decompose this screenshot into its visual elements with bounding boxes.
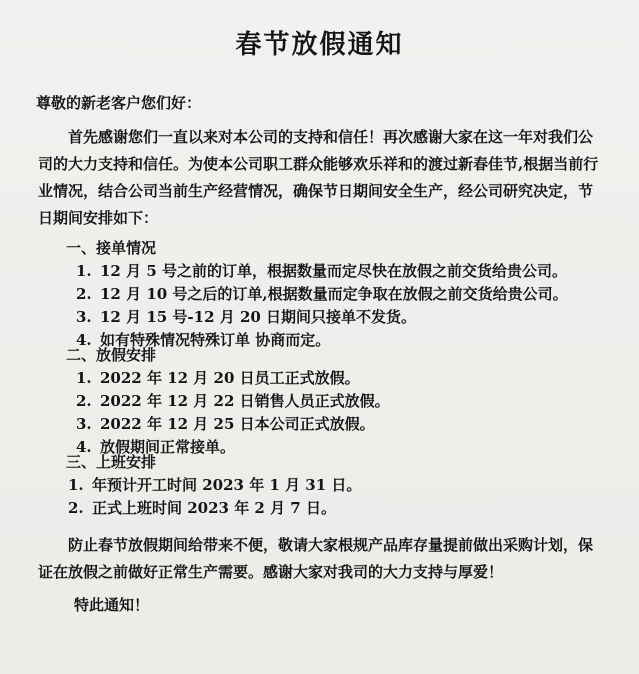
sign-off: 特此通知！ [74, 596, 150, 614]
closing-paragraph: 防止春节放假期间给带来不便，敬请大家根规产品库存量提前做出采购计划，保证在放假之前做好正常生产需要。感谢大家对我司的大力支持与厚爱！ [38, 536, 594, 581]
list-item-number: 1. [76, 262, 92, 280]
list-item [76, 390, 390, 413]
list-item-text: 2022 年 12 月 25 日本公司正式放假。 [100, 415, 375, 433]
list-item [76, 413, 375, 436]
greeting: 尊敬的新老客户您们好： [36, 94, 202, 112]
list-item [76, 260, 567, 283]
list-item-number: 2. [68, 499, 84, 517]
list-item-text: 12 月 15 号-12 月 20 日期间只接单不发货。 [100, 308, 417, 326]
list-item [68, 474, 361, 497]
list-item-number: 1. [76, 369, 92, 387]
list-item-text: 年预计开工时间 2023 年 1 月 31 日。 [92, 476, 362, 494]
list-item [76, 367, 360, 390]
section-heading-orders: 一、接单情况 [66, 239, 157, 257]
list-item-text: 正式上班时间 2023 年 2 月 7 日。 [92, 499, 336, 517]
list-item-number: 4. [76, 331, 92, 349]
section-heading-work: 三、上班安排 [66, 453, 157, 471]
list-item-text: 12 月 10 号之后的订单,根据数量而定争取在放假之前交货给贵公司。 [100, 285, 568, 303]
list-item-text: 如有特殊情况特殊订单 协商而定。 [100, 331, 331, 349]
list-item-number: 3. [76, 415, 92, 433]
page-title: 春节放假通知 [235, 30, 404, 60]
intro-paragraph: 首先感谢您们一直以来对本公司的支持和信任！再次感谢大家在这一年对我们公司的大力支持和信任。为使本公司职工群众能够欢乐祥和的渡过新春佳节,根据当前行业情况，结合公司当前生产经营情况，确保节日期间安全生产，经公司研究决定，节日期间安排如下： [38, 128, 599, 227]
list-item-number: 1. [68, 476, 84, 494]
list-item-number: 2. [76, 285, 92, 303]
list-item [76, 283, 568, 306]
list-item-number: 2. [76, 392, 92, 410]
list-item-text: 12 月 5 号之前的订单，根据数量而定尽快在放假之前交货给贵公司。 [100, 262, 567, 280]
list-item [68, 497, 336, 520]
section-heading-holiday: 二、放假安排 [66, 346, 157, 364]
list-item [76, 306, 416, 329]
list-item-text: 2022 年 12 月 22 日销售人员正式放假。 [100, 392, 390, 410]
list-item-number: 3. [76, 308, 92, 326]
list-item-text: 放假期间正常接单。 [100, 438, 236, 456]
list-item-number: 4. [76, 438, 92, 456]
list-item-text: 2022 年 12 月 20 日员工正式放假。 [100, 369, 360, 387]
